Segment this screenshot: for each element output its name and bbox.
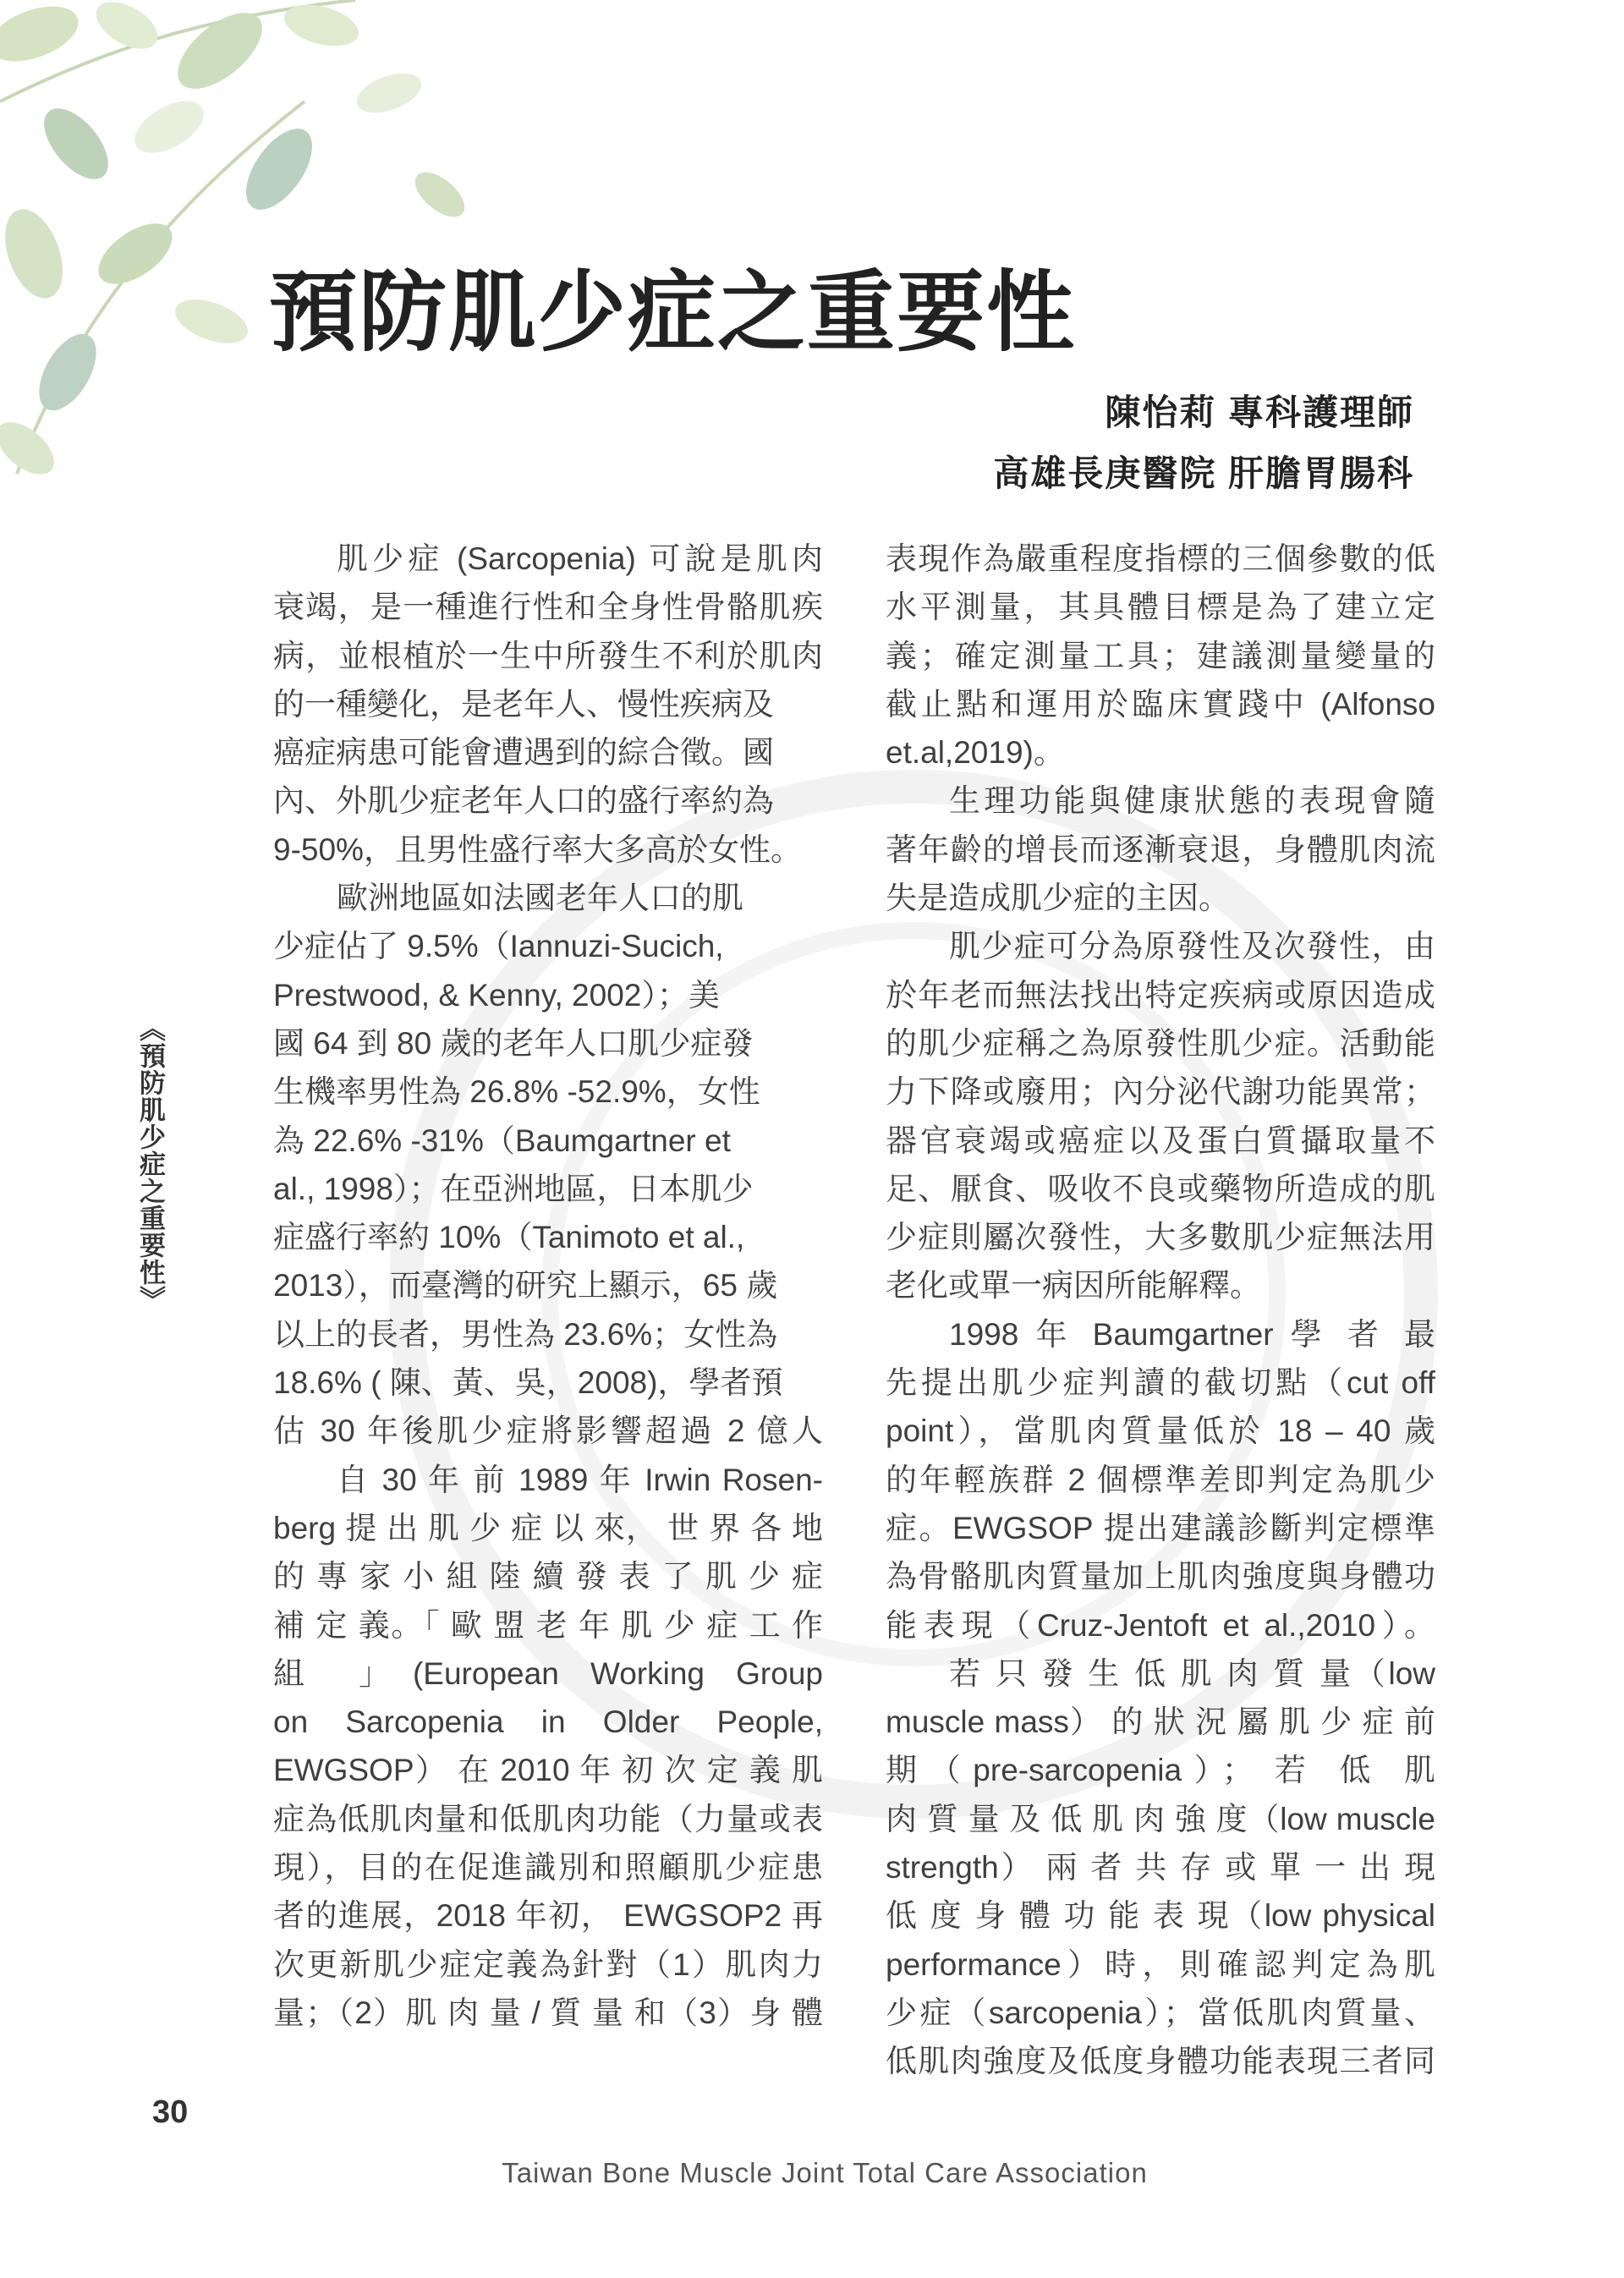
text-line: 以上的長者，男性為 23.6%；女性為 <box>273 1316 778 1352</box>
text-line: 生理功能與健康狀態的表現會隨 <box>949 783 1435 819</box>
text-line: 力下降或廢用；內分泌代謝功能異常； <box>886 1074 1435 1110</box>
text-line: point），當肌肉質量低於 18 – 40 歲 <box>886 1413 1435 1449</box>
text-line: 能表現（Cruz-Jentoft et al.,2010）。 <box>886 1607 1435 1643</box>
text-line: 組 」(European Working Group <box>273 1655 823 1691</box>
text-line: 水平測量，其具體目標是為了建立定 <box>886 590 1435 625</box>
text-line: 的年輕族群 2 個標準差即判定為肌少 <box>886 1462 1435 1497</box>
text-line: 1998 年 Baumgartner 學 者 最 <box>949 1316 1435 1352</box>
footer-association: Taiwan Bone Muscle Joint Total Care Association <box>502 2157 1148 2188</box>
text-line: 者的進展，2018 年初， EWGSOP2 再 <box>273 1898 823 1934</box>
author-affiliation: 高雄長庚醫院 肝膽胃腸科 <box>993 453 1414 493</box>
text-line: 表現作為嚴重程度指標的三個參數的低 <box>886 541 1435 576</box>
text-line: 低 度 身 體 功 能 表 現（low physical <box>886 1898 1435 1934</box>
text-line: 為 22.6% -31%（Baumgartner et <box>273 1123 731 1158</box>
text-line: performance）時，則確認判定為肌 <box>886 1946 1435 1982</box>
text-line: 病，並根植於一生中所發生不利於肌肉 <box>273 638 823 673</box>
text-line: 癌症病患可能會遭遇到的綜合徵。國 <box>273 735 774 771</box>
paragraph <box>886 777 1435 922</box>
right-text-column <box>886 535 1435 2086</box>
text-line: 歐洲地區如法國老年人口的肌 <box>337 881 743 916</box>
page-number: 30 <box>152 2094 189 2130</box>
text-line: 為骨骼肌肉質量加上肌肉強度與身體功 <box>886 1559 1435 1595</box>
text-line: 衰竭，是一種進行性和全身性骨骼肌疾 <box>273 590 823 625</box>
text-line: 症。EWGSOP 提出建議診斷判定標準 <box>886 1510 1435 1545</box>
text-line: 器官衰竭或癌症以及蛋白質攝取量不 <box>886 1123 1435 1158</box>
text-line: berg 提 出 肌 少 症 以 來， 世 界 各 地 <box>273 1510 823 1545</box>
text-line: 內、外肌少症老年人口的盛行率約為 <box>273 783 774 819</box>
text-line: 先提出肌少症判讀的截切點（cut off <box>886 1365 1435 1401</box>
text-line: 少症佔了 9.5%（Iannuzi-Sucich, <box>273 929 724 964</box>
text-line: 生機率男性為 26.8% -52.9%，女性 <box>273 1074 760 1110</box>
paragraph <box>886 1649 1435 2086</box>
text-line: 量；（2）肌 肉 量 / 質 量 和（3）身 體 <box>273 1995 823 2030</box>
text-line: 症為低肌肉量和低肌肉功能（力量或表 <box>273 1801 823 1836</box>
text-line: 肌少症 (Sarcopenia) 可說是肌肉 <box>337 541 823 576</box>
side-running-title: 《預防肌少症之重要性》 <box>134 1015 165 1313</box>
paragraph <box>886 535 1435 777</box>
text-line: 的 專 家 小 組 陸 續 發 表 了 肌 少 症 <box>273 1559 823 1595</box>
text-line: 9-50%，且男性盛行率大多高於女性。 <box>273 832 802 867</box>
text-line: 低肌肉強度及低度身體功能表現三者同 <box>886 2044 1435 2079</box>
text-line: 著年齡的增長而逐漸衰退，身體肌肉流 <box>886 832 1435 867</box>
article-title: 預防肌少症之重要性 <box>269 260 1077 364</box>
text-line: 義；確定測量工具；建議測量變量的 <box>886 638 1435 673</box>
text-line: 若 只 發 生 低 肌 肉 質 量（low <box>949 1655 1435 1691</box>
paragraph <box>273 535 823 874</box>
text-line: 的肌少症稱之為原發性肌少症。活動能 <box>886 1025 1435 1061</box>
text-line: on Sarcopenia in Older People, <box>273 1704 823 1740</box>
text-line: 於年老而無法找出特定疾病或原因造成 <box>886 977 1435 1013</box>
text-line: 少症則屬次發性，大多數肌少症無法用 <box>886 1220 1435 1255</box>
text-line: 肉 質 量 及 低 肌 肉 強 度（low muscle <box>886 1801 1435 1836</box>
text-line: 肌少症可分為原發性及次發性，由 <box>949 929 1435 964</box>
text-line: 國 64 到 80 歲的老年人口肌少症發 <box>273 1025 754 1061</box>
text-line: 次更新肌少症定義為針對（1）肌肉力 <box>273 1946 823 1982</box>
text-line: et.al,2019)。 <box>886 735 1065 771</box>
text-line: 截止點和運用於臨床實踐中 (Alfonso <box>886 686 1435 722</box>
text-line: muscle mass） 的 狀 況 屬 肌 少 症 前 <box>886 1704 1435 1740</box>
paragraph <box>273 874 823 1456</box>
text-line: 少症（sarcopenia）；當低肌肉質量、 <box>886 1995 1435 2030</box>
left-text-column <box>273 535 823 2037</box>
text-line: strength） 兩 者 共 存 或 單 一 出 現 <box>886 1850 1435 1886</box>
text-line: 的一種變化，是老年人、慢性疾病及 <box>273 686 774 722</box>
text-line: EWGSOP） 在 2010 年 初 次 定 義 肌 <box>273 1753 823 1788</box>
text-line: 失是造成肌少症的主因。 <box>886 881 1230 916</box>
text-line: 足、厭食、吸收不良或藥物所造成的肌 <box>886 1171 1435 1206</box>
text-line: 補 定 義。「 歐 盟 老 年 肌 少 症 工 作 <box>273 1607 823 1643</box>
text-line: Prestwood, & Kenny, 2002）；美 <box>273 977 720 1013</box>
text-line: 現），目的在促進識別和照顧肌少症患 <box>273 1850 823 1886</box>
paragraph <box>886 1310 1435 1649</box>
text-line: 估 30 年後肌少症將影響超過 2 億人 <box>273 1413 823 1449</box>
text-line: 症盛行率約 10%（Tanimoto et al., <box>273 1220 745 1255</box>
text-line: 18.6% ( 陳、黃、吳，2008)，學者預 <box>273 1365 783 1401</box>
paragraph <box>886 922 1435 1309</box>
author-name: 陳怡莉 專科護理師 <box>1105 392 1414 432</box>
text-line: 自 30 年 前 1989 年 Irwin Rosen- <box>337 1462 823 1497</box>
paragraph <box>273 1456 823 2038</box>
text-line: al., 1998）；在亞洲地區，日本肌少 <box>273 1171 754 1206</box>
text-line: 老化或單一病因所能解釋。 <box>886 1268 1261 1304</box>
text-line: 2013），而臺灣的研究上顯示，65 歲 <box>273 1268 778 1304</box>
text-line: 期（pre-sarcopenia）； 若 低 肌 <box>886 1753 1435 1788</box>
